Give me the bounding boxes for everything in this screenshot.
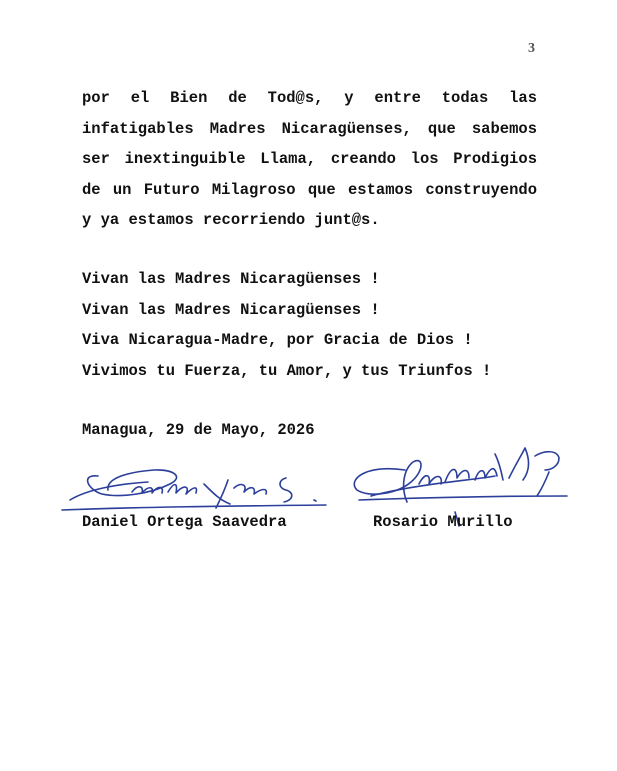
signatory-name: Rosario Murillo: [373, 513, 513, 531]
body-line: de un Futuro Milagroso que estamos construyendo: [82, 180, 537, 199]
exclamation-line: Vivan las Madres Nicaragüenses !: [82, 300, 380, 319]
body-paragraph: [82, 83, 537, 236]
page-number: 3: [528, 41, 535, 56]
body-line: y ya estamos recorriendo junt@s.: [82, 211, 380, 229]
body-line: infatigables Madres Nicaragüenses, que sabemos: [82, 119, 537, 138]
body-line: por el Bien de Tod@s, y entre todas las: [82, 89, 537, 107]
signatory-name: Daniel Ortega Saavedra: [82, 513, 287, 531]
body-line: ser inextinguible Llama, creando los Prodigios: [82, 150, 537, 168]
exclamation-line: Vivimos tu Fuerza, tu Amor, y tus Triunfos !: [82, 362, 492, 381]
place-and-date: Managua, 29 de Mayo, 2026: [82, 421, 315, 439]
exclamation-line: Viva Nicaragua-Madre, por Gracia de Dios !: [82, 331, 473, 350]
exclamation-line: Vivan las Madres Nicaragüenses !: [82, 270, 380, 288]
exclamations: [82, 264, 552, 387]
